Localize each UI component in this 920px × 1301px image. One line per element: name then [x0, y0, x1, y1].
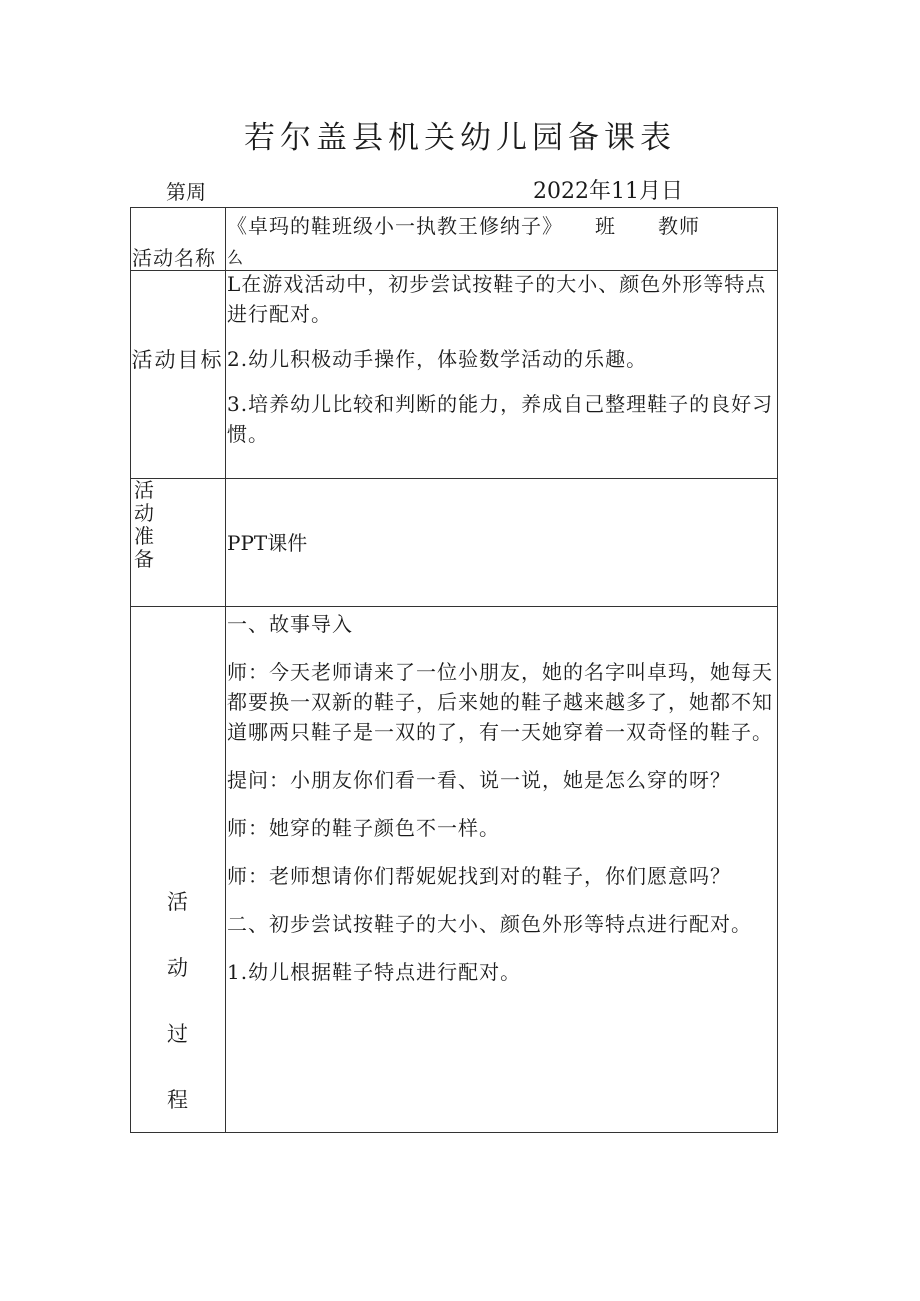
preparation-value: PPT课件: [227, 531, 308, 555]
process-paragraph: 二、初步尝试按鞋子的大小、颜色外形等特点进行配对。: [227, 912, 752, 936]
goals-label: 活动目标: [131, 348, 224, 372]
process-label: [130, 869, 225, 1133]
table-row-divider: [130, 606, 778, 607]
date-label: 2022年11月日: [533, 179, 683, 204]
table-border-top: [130, 207, 778, 208]
week-label: 第周: [166, 180, 206, 204]
process-label-char: 活: [167, 890, 188, 914]
process-paragraph: 提问：小朋友你们看一看、说一说，她是怎么穿的呀？: [227, 768, 731, 792]
table-border-right: [777, 207, 778, 1133]
goal-item: 3.培养幼儿比较和判断的能力，养成自己整理鞋子的良好习惯。: [227, 392, 774, 446]
table-row-divider: [130, 478, 778, 479]
process-paragraph: 师：她穿的鞋子颜色不一样。: [227, 816, 500, 840]
activity-name-tail: 么: [227, 248, 244, 267]
process-paragraph: 一、故事导入: [227, 612, 353, 636]
process-paragraph: 师：老师想请你们帮妮妮找到对的鞋子，你们愿意吗？: [227, 864, 731, 888]
process-label-char: 动: [167, 956, 188, 980]
activity-name-value: 《卓玛的鞋班级小一执教王修纳子》 班 教师: [227, 214, 700, 238]
process-content: [227, 609, 775, 1005]
process-paragraph: 师：今天老师请来了一位小朋友，她的名字叫卓玛，她每天都要换一双新的鞋子，后来她的鞋子越来越多了，她都不知道哪两只鞋子是一双的了，有一天她穿着一双奇怪的鞋子。: [227, 660, 773, 744]
activity-name-label: 活动名称: [132, 246, 216, 270]
process-label-char: 过: [167, 1022, 188, 1046]
process-paragraph: 1.幼儿根据鞋子特点进行配对。: [227, 960, 522, 984]
table-column-divider: [225, 207, 226, 1133]
goals-list: [227, 269, 777, 464]
page-title: 若尔盖县机关幼儿园备课表: [244, 120, 676, 156]
table-border-bottom: [130, 1132, 778, 1133]
goal-item: 2.幼儿积极动手操作，体验数学活动的乐趣。: [227, 347, 648, 371]
goal-item: L在游戏活动中，初步尝试按鞋子的大小、颜色外形等特点进行配对。: [227, 272, 767, 326]
preparation-label: 活动准备: [134, 478, 154, 571]
process-label-char: 程: [167, 1088, 188, 1112]
lesson-plan-table: [130, 207, 778, 1133]
